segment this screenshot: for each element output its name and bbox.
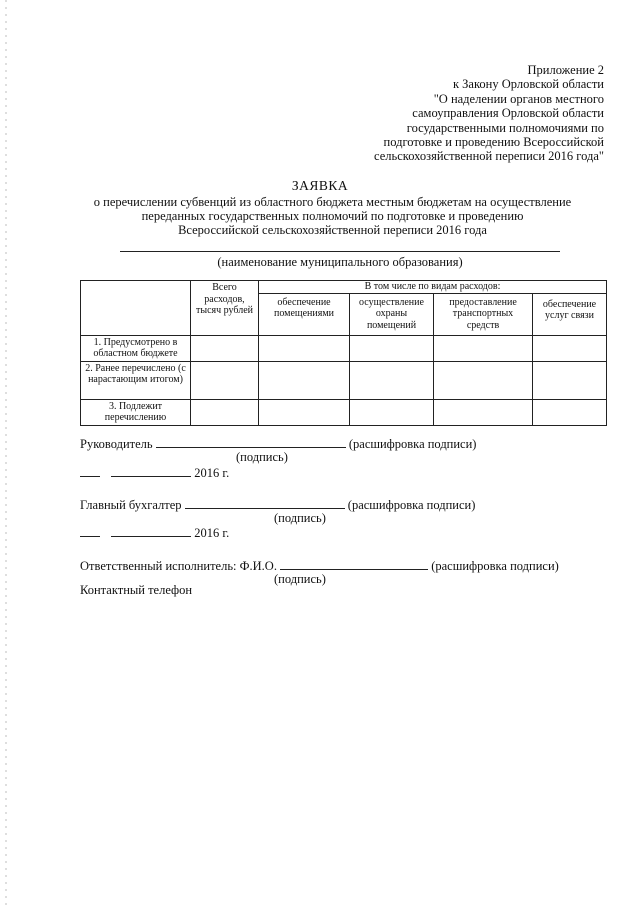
- table-corner-cell: [81, 281, 191, 336]
- head-decoding-label: (расшифровка подписи): [348, 437, 477, 451]
- table-cell[interactable]: [350, 335, 434, 361]
- subtitle-line: о перечислении субвенций из областного бюджета местным бюджетам на осуществление: [93, 195, 572, 209]
- executor-label: Ответственный исполнитель: Ф.И.О.: [80, 559, 277, 573]
- row-label: 2. Ранее перечислено (с нарастающим итогом): [81, 361, 191, 399]
- scan-edge: [5, 0, 7, 905]
- accountant-label: Главный бухгалтер: [80, 498, 182, 512]
- table-cell[interactable]: [434, 399, 533, 425]
- table-row: [81, 399, 607, 425]
- table-cell[interactable]: [350, 361, 434, 399]
- accountant-signature-caption: (подпись): [274, 511, 326, 525]
- document-subtitle: [60, 195, 605, 238]
- accountant-date-row: [80, 525, 229, 541]
- municipality-field-line[interactable]: [120, 251, 560, 252]
- header-col-transport: предоставление транспортных средств: [434, 293, 533, 335]
- appendix-line: самоуправления Орловской области: [412, 106, 604, 121]
- table-cell[interactable]: [533, 361, 607, 399]
- head-signature-field[interactable]: [156, 436, 346, 448]
- table-cell[interactable]: [191, 361, 259, 399]
- table-cell[interactable]: [350, 399, 434, 425]
- executor-decoding-label: (расшифровка подписи): [431, 559, 559, 573]
- header-group: В том числе по видам расходов:: [259, 281, 607, 294]
- accountant-month-field[interactable]: [111, 525, 191, 537]
- executor-signature-caption: (подпись): [274, 572, 326, 586]
- table-cell[interactable]: [259, 361, 350, 399]
- appendix-line: сельскохозяйственной переписи 2016 года": [374, 149, 604, 164]
- head-date-row: [80, 465, 229, 481]
- table-cell[interactable]: [259, 335, 350, 361]
- table-cell[interactable]: [533, 399, 607, 425]
- table-cell[interactable]: [191, 399, 259, 425]
- document-title: ЗАЯВКА: [291, 178, 349, 193]
- appendix-line: "О наделении органов местного: [433, 91, 604, 106]
- expense-table: [80, 280, 607, 426]
- appendix-line: к Закону Орловской области: [452, 77, 604, 92]
- header-col-security: осуществление охраны помещений: [350, 293, 434, 335]
- table-row: [81, 361, 607, 399]
- table-cell[interactable]: [533, 335, 607, 361]
- head-month-field[interactable]: [111, 465, 191, 477]
- head-label: Руководитель: [80, 437, 153, 451]
- row-label: 1. Предусмотрено в областном бюджете: [81, 335, 191, 361]
- header-total: Всего расходов, тысяч рублей: [191, 281, 259, 336]
- table-header-row: [81, 281, 607, 294]
- accountant-year-label: 2016 г.: [194, 526, 230, 540]
- accountant-day-field[interactable]: [80, 525, 100, 537]
- municipality-caption: (наименование муниципального образования): [217, 255, 463, 269]
- appendix-line: государственными полномочиями по: [406, 120, 604, 135]
- table-cell[interactable]: [259, 399, 350, 425]
- appendix-header: [274, 63, 604, 164]
- accountant-signature-field[interactable]: [185, 497, 345, 509]
- phone-row: [80, 583, 192, 598]
- table-row: [81, 335, 607, 361]
- appendix-line: Приложение 2: [527, 63, 604, 77]
- head-year-label: 2016 г.: [194, 466, 230, 480]
- accountant-decoding-label: (расшифровка подписи): [347, 498, 476, 512]
- row-label: 3. Подлежит перечислению: [81, 399, 191, 425]
- head-day-field[interactable]: [80, 465, 100, 477]
- appendix-line: подготовке и проведению Всероссийской: [383, 135, 604, 150]
- head-signature-caption: (подпись): [236, 450, 288, 464]
- table-cell[interactable]: [191, 335, 259, 361]
- table-cell[interactable]: [434, 335, 533, 361]
- subtitle-line: Всероссийской сельскохозяйственной переписи 2016 года: [178, 223, 487, 238]
- phone-label: Контактный телефон: [80, 583, 193, 597]
- subtitle-line: переданных государственных полномочий по подготовке и проведению: [141, 209, 524, 224]
- table-cell[interactable]: [434, 361, 533, 399]
- header-col-communication: обеспечение услуг связи: [533, 293, 607, 335]
- executor-name-field[interactable]: [280, 558, 428, 570]
- header-col-premises: обеспечение помещениями: [259, 293, 350, 335]
